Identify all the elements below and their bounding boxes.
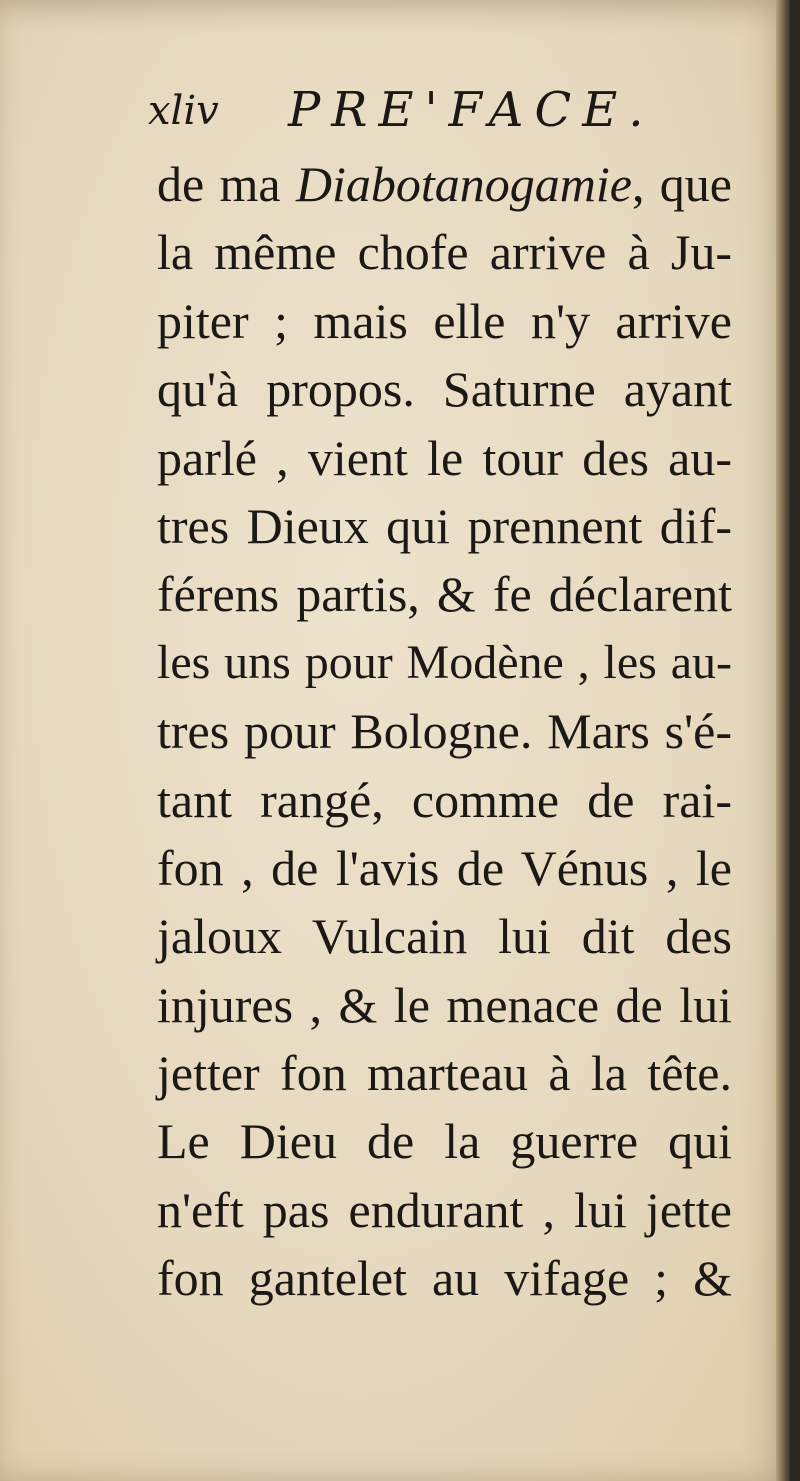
text-line: les uns pour Modène , les au- — [157, 635, 732, 689]
running-title: PRE'FACE. — [288, 82, 655, 138]
text-segment: , que — [632, 156, 732, 212]
text-line: tant rangé, comme de rai- — [157, 771, 732, 828]
italic-title: Diabotanogamie — [295, 156, 632, 212]
page-header — [148, 82, 748, 144]
text-line: jaloux Vulcain lui dit des — [157, 908, 732, 965]
text-line: la même chofe arrive à Ju- — [157, 224, 732, 281]
page-number: xliv — [148, 88, 219, 134]
text-line: jetter fon marteau à la tête. — [157, 1045, 732, 1102]
text-line: parlé , vient le tour des au- — [157, 429, 732, 486]
text-line: tres Dieux qui prennent dif- — [157, 497, 732, 554]
body-text — [157, 150, 732, 1313]
text-line: injures , & le menace de lui — [157, 976, 732, 1033]
text-line: tres pour Bologne. Mars s'é- — [157, 703, 732, 760]
text-line: fon gantelet au vifage ; & — [157, 1250, 732, 1307]
text-line: n'eft pas endurant , lui jette — [157, 1181, 732, 1238]
text-line — [157, 150, 732, 218]
text-line: qu'à propos. Saturne ayant — [157, 361, 732, 418]
text-line: piter ; mais elle n'y arrive — [157, 292, 732, 349]
text-line: fon , de l'avis de Vénus , le — [157, 839, 732, 896]
text-line: Le Dieu de la guerre qui — [157, 1113, 732, 1170]
page-edge — [776, 0, 790, 1481]
text-line: férens partis, & fe déclarent — [157, 566, 732, 623]
text-segment: de ma — [157, 156, 296, 212]
